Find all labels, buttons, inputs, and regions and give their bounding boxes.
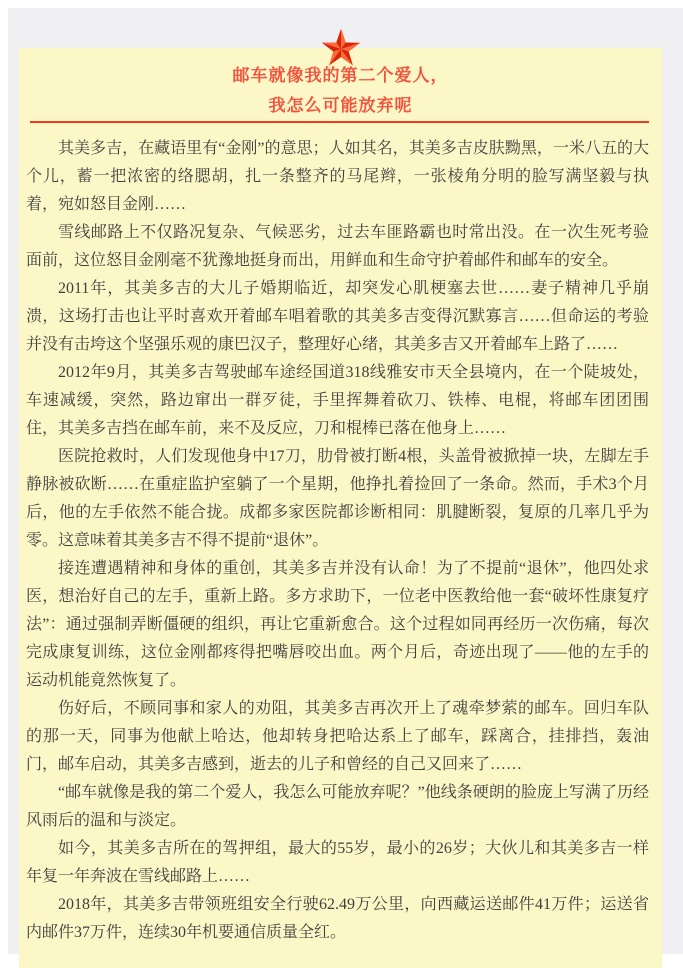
article-title-line2: 我怎么可能放弃呢 xyxy=(268,96,413,115)
title-divider xyxy=(30,121,649,123)
paragraph: 接连遭遇精神和身体的重创，其美多吉并没有认命！为了不提前“退休”，他四处求医，想治好自己的左手，重新上路。多方求助下，一位老中医教给他一套“破坏性康复疗法”：通过强制弄断僵硬的组织，再让它重新愈合。这个过程如同再经历一次伤痛，每次完成康复训练，这位金刚都疼得把嘴唇咬出血。两个月后，奇迹出现了——他的左手的运动机能竟然恢复了。 xyxy=(26,560,649,689)
paragraph: 2018年，其美多吉带领班组安全行驶62.49万公里，向西藏运送邮件41万件；运送省内邮件37万件，连续30年机要通信质量全红。 xyxy=(26,896,649,941)
paragraph: 2012年9月，其美多吉驾驶邮车途经国道318线雅安市天全县境内，在一个陡坡处，车速减缓，突然，路边窜出一群歹徒，手里挥舞着砍刀、铁棒、电棍，将邮车团团围住，其美多吉挡在邮车前，来不及反应，刀和棍棒已落在他身上…… xyxy=(26,364,649,437)
paragraph: 2011年，其美多吉的大儿子婚期临近，却突发心肌梗塞去世……妻子精神几乎崩溃，这场打击也让平时喜欢开着邮车唱着歌的其美多吉变得沉默寡言……但命运的考验并没有击垮这个坚强乐观的康巴汉子，整理好心绪，其美多吉又开着邮车上路了…… xyxy=(26,280,649,353)
article-title-line1: 邮车就像我的第二个爱人， xyxy=(232,66,449,85)
paragraph: 医院抢救时，人们发现他身中17刀，肋骨被打断4根，头盖骨被掀掉一块，左脚左手静脉被砍断……在重症监护室躺了一个星期，他挣扎着捡回了一条命。然而，手术3个月后，他的左手依然不能合拢。成都多家医院都诊断相同：肌腱断裂，复原的几率几乎为零。这意味着其美多吉不得不提前“退休”。 xyxy=(26,448,649,549)
red-star-icon xyxy=(319,27,363,71)
paragraph: 雪线邮路上不仅路况复杂、气候恶劣，过去车匪路霸也时常出没。在一次生死考验面前，这位怒目金刚毫不犹豫地挺身而出，用鲜血和生命守护着邮件和邮车的安全。 xyxy=(26,224,649,269)
paragraph: 如今，其美多吉所在的驾押组，最大的55岁，最小的26岁；大伙儿和其美多吉一样年复一年奔波在雪线邮路上…… xyxy=(26,840,649,885)
article-body xyxy=(19,135,662,967)
paragraph: 其美多吉，在藏语里有“金刚”的意思；人如其名，其美多吉皮肤黝黑，一米八五的大个儿，蓄一把浓密的络腮胡，扎一条整齐的马尾辫，一张棱角分明的脸写满坚毅与执着，宛如怒目金刚…… xyxy=(26,140,649,213)
paragraph: 伤好后，不顾同事和家人的劝阻，其美多吉再次开上了魂牵梦萦的邮车。回归车队的那一天，同事为他献上哈达，他却转身把哈达系上了邮车，踩离合，挂排挡，轰油门，邮车启动，其美多吉感到，逝去的儿子和曾经的自己又回来了…… xyxy=(26,700,649,773)
article-card xyxy=(19,48,662,968)
paragraph: “邮车就像是我的第二个爱人，我怎么可能放弃呢？”他线条硬朗的脸庞上写满了历经风雨后的温和与淡定。 xyxy=(26,784,649,829)
